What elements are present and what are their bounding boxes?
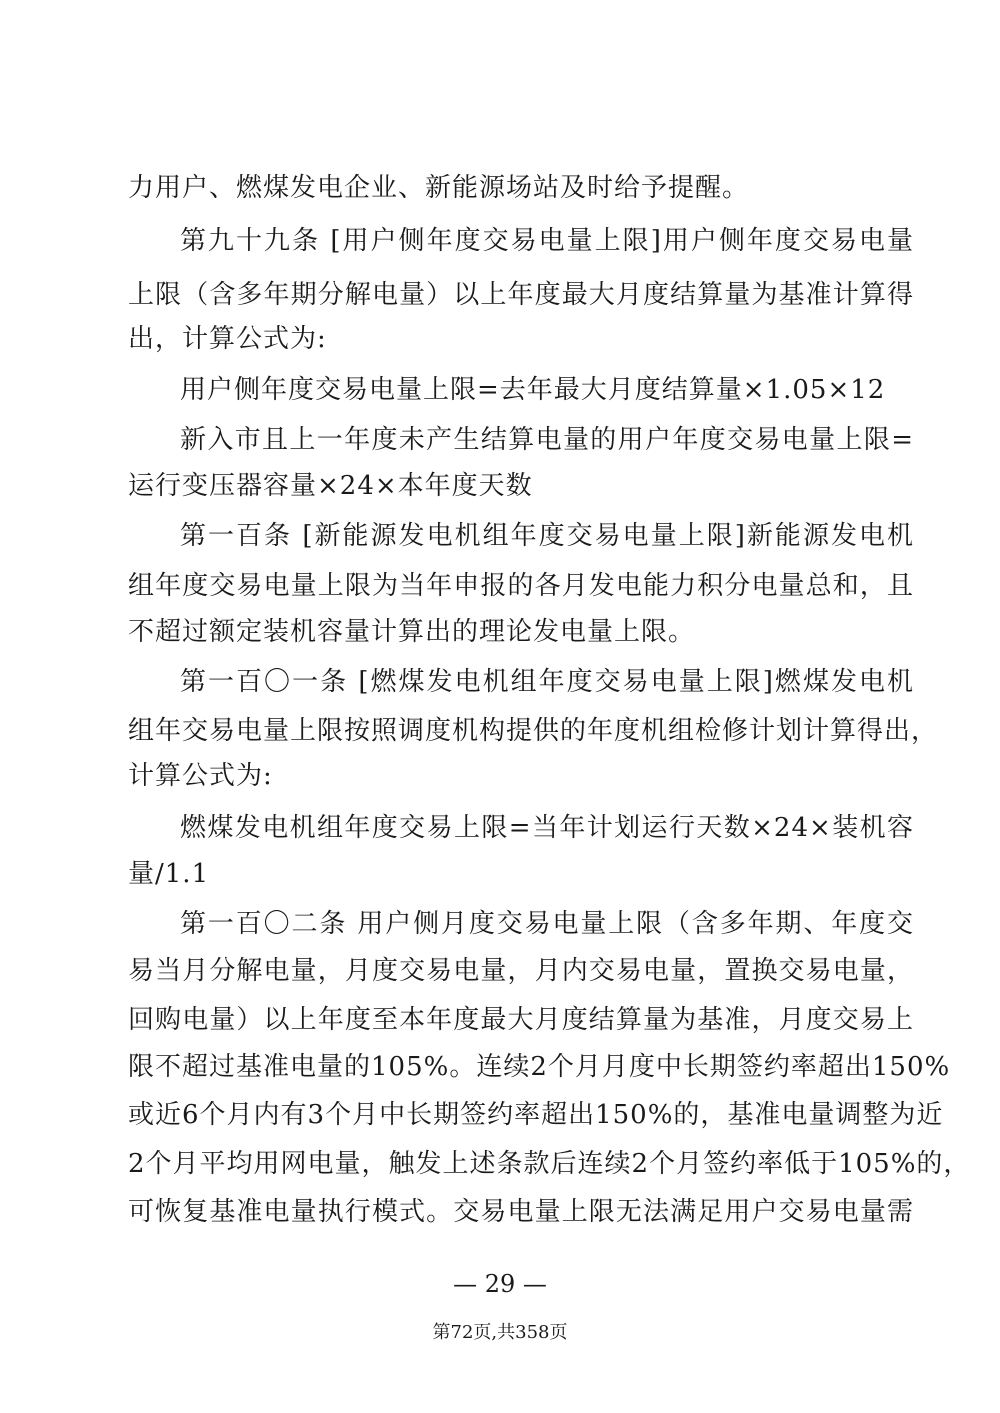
text-line: 可恢复基准电量执行模式。交易电量上限无法满足用户交易电量需 [128,1197,914,1227]
text-line: 力用户、燃煤发电企业、新能源场站及时给予提醒。 [128,173,750,203]
text-line: 上限（含多年期分解电量）以上年度最大月度结算量为基准计算得 [128,280,914,310]
formula-line: 运行变压器容量×24×本年度天数 [128,471,533,501]
article-102-heading: 第一百〇二条 用户侧月度交易电量上限（含多年期、年度交 [180,909,914,939]
text-line: 限不超过基准电量的105%。连续2个月月度中长期签约率超出150% [128,1052,951,1082]
text-line: 计算公式为: [128,761,273,791]
text-line: 不超过额定装机容量计算出的理论发电量上限。 [128,617,696,647]
text-line: 易当月分解电量，月度交易电量，月内交易电量，置换交易电量， [128,956,914,986]
text-line: 组年度交易电量上限为当年申报的各月发电能力积分电量总和，且 [128,571,914,601]
text-line: 新入市且上一年度未产生结算电量的用户年度交易电量上限= [180,425,914,455]
article-101-heading: 第一百〇一条 [燃煤发电机组年度交易电量上限]燃煤发电机 [180,667,914,697]
text-line: 或近6个月内有3个月中长期签约率超出150%的，基准电量调整为近 [128,1100,944,1130]
formula-line: 量/1.1 [128,859,210,889]
text-line: 出，计算公式为: [128,324,327,354]
page-number: — 29 — [453,1270,547,1298]
text-line: 回购电量）以上年度至本年度最大月度结算量为基准，月度交易上 [128,1005,914,1035]
text-line: 组年交易电量上限按照调度机构提供的年度机组检修计划计算得出， [128,716,939,746]
article-100-heading: 第一百条 [新能源发电机组年度交易电量上限]新能源发电机 [180,521,914,551]
text-line: 2个月平均用网电量，触发上述条款后连续2个月签约率低于105%的， [128,1149,971,1179]
page-footer: 第72页,共358页 [432,1322,568,1343]
formula-line: 燃煤发电机组年度交易上限=当年计划运行天数×24×装机容 [180,813,914,843]
article-99-heading: 第九十九条 [用户侧年度交易电量上限]用户侧年度交易电量 [180,226,914,256]
formula-line: 用户侧年度交易电量上限=去年最大月度结算量×1.05×12 [180,375,886,405]
